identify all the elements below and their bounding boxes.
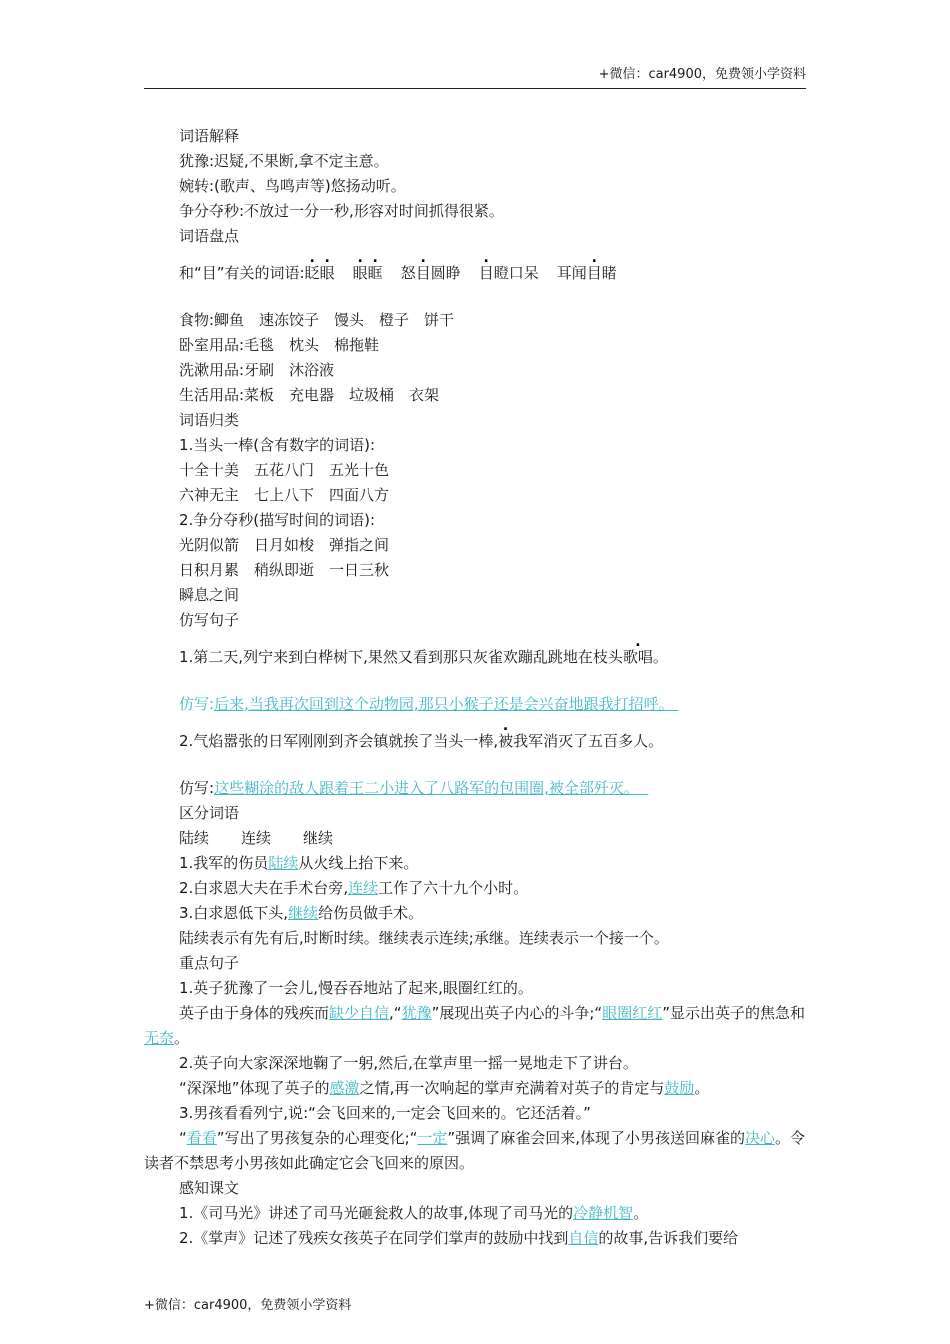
sentence-1 [144,633,806,682]
imitation-label: 仿写: [179,779,215,797]
life-words: 生活用品:菜板 充电器 垃圾桶 衣架 [179,386,440,404]
header-text: +微信：car4900，免费领小学资料 [598,67,806,82]
analysis-text: 之情,再一次响起的掌声充满着对英子的肯定与 [359,1079,665,1097]
qufen-q3-pre: 3.白求恩低下头, [179,904,289,922]
section-title-zhongdian: 重点句子 [179,954,240,972]
analysis-text: ,“ [389,1004,402,1022]
eye-word: 眼眶 [352,264,383,282]
analysis-text: 。 [694,1079,710,1097]
key-sentence-1: 1.英子犹豫了一会儿,慢吞吞地站了起来,眼圈红红的。 [179,979,533,997]
analysis-answer: 感激 [329,1079,360,1097]
analysis-answer: 犹豫 [401,1004,432,1022]
qufen-q2 [144,876,806,901]
analysis-text: “深深地”体现了英子的 [179,1079,330,1097]
qufen-word: 连续 [241,829,272,847]
analysis-answer: 眼圈红红 [602,1004,663,1022]
food-words: 食物:鲫鱼 速冻饺子 馒头 橙子 饼干 [179,311,455,329]
key-sentence-2: 2.英子向大家深深地鞠了一躬,然后,在掌声里一摇一晃地走下了讲台。 [179,1054,638,1072]
section-title-fangxie: 仿写句子 [179,611,240,629]
qufen-words [144,826,806,851]
analysis-text: ”强调了麻雀会回来,体现了小男孩送回麻雀的 [447,1129,745,1147]
eye-word: 目瞪口呆 [478,264,539,282]
bedroom-words: 卧室用品:毛毯 枕头 棉拖鞋 [179,336,380,354]
imitation-2 [144,776,806,801]
ganzhi-p2 [144,1226,806,1251]
section-title-qufen: 区分词语 [179,804,240,822]
section-title-ciyu-pandian: 词语盘点 [179,227,240,245]
key-analysis-2 [144,1076,806,1101]
analysis-answer: 决心 [744,1129,775,1147]
group2-line2: 日积月累 稍纵即逝 一日三秋 [179,561,390,579]
eye-words-prefix: 和“目”有关的词语: [179,264,305,282]
group1-line1: 十全十美 五花八门 五光十色 [179,461,390,479]
qufen-q2-post: 工作了六十九个小时。 [378,879,529,897]
ganzhi-p1 [144,1201,806,1226]
wash-words: 洗漱用品:牙刷 沐浴液 [179,361,335,379]
sentence-1-dotted-word: 歌唱 [622,648,653,666]
sentence-2-dotted-word: 被 [498,732,514,750]
qufen-q2-pre: 2.白求恩大夫在手术台旁, [179,879,349,897]
ganzhi-p2-answer: 自信 [568,1229,599,1247]
ganzhi-p1-answer: 冷静机智 [573,1204,634,1222]
analysis-text: 。 [174,1029,190,1047]
ganzhi-p2-text: 2.《掌声》记述了残疾女孩英子在同学们掌声的鼓励中找到 [179,1229,569,1247]
qufen-explanation: 陆续表示有先有后,时断时续。继续表示连续;承继。连续表示一个接一个。 [179,929,669,947]
key-analysis-1 [144,1001,806,1051]
imitation-1-answer: 后来,当我再次回到这个动物园,那只小猴子还是会兴奋地跟我打招呼。 [214,695,674,713]
qufen-q3 [144,901,806,926]
analysis-text: ”显示出英子的焦急和 [662,1004,805,1022]
group1-line2: 六神无主 七上八下 四面八方 [179,486,390,504]
analysis-answer: 无奈 [144,1029,175,1047]
analysis-text: ”展现出英子内心的斗争;“ [431,1004,603,1022]
page-header [144,66,806,89]
qufen-word: 陆续 [179,829,210,847]
analysis-answer: 鼓励 [664,1079,695,1097]
section-title-ciyu-guilei: 词语归类 [179,411,240,429]
ganzhi-p1-text: 1.《司马光》讲述了司马光砸瓮救人的故事,体现了司马光的 [179,1204,574,1222]
qufen-q1-pre: 1.我军的伤员 [179,854,269,872]
analysis-text: 英子由于身体的残疾而 [179,1004,330,1022]
section-title-ganzhi: 感知课文 [179,1179,240,1197]
definition-zhengfen: 争分夺秒:不放过一分一秒,形容对时间抓得很紧。 [179,202,504,220]
qufen-q1-post: 从火线上抬下来。 [298,854,419,872]
analysis-text: “ [179,1129,187,1147]
ganzhi-p1-end: 。 [633,1204,649,1222]
sentence-1-text: 1.第二天,列宁来到白桦树下,果然又看到那只灰雀欢蹦乱跳地在枝头 [179,648,623,666]
ganzhi-p2-end: 的故事,告诉我们要给 [598,1229,739,1247]
group2-line1: 光阴似箭 日月如梭 弹指之间 [179,536,390,554]
page-footer [144,1294,351,1313]
group1-title: 1.当头一棒(含有数字的词语): [179,436,376,454]
key-sentence-3: 3.男孩看看列宁,说:“会飞回来的,一定会飞回来的。它还活着。” [179,1104,591,1122]
sentence-2 [144,717,806,766]
eye-words-line [144,249,806,298]
document-body [144,124,806,1251]
imitation-1 [144,692,806,717]
qufen-q1-answer: 陆续 [268,854,299,872]
qufen-q3-post: 给伤员做手术。 [318,904,424,922]
qufen-q3-answer: 继续 [288,904,319,922]
group2-title: 2.争分夺秒(描写时间的词语): [179,511,376,529]
sentence-1-end: 。 [652,648,668,666]
key-analysis-3 [144,1126,806,1176]
sentence-2-text: 2.气焰嚣张的日军刚刚到齐会镇就挨了当头一棒, [179,732,499,750]
analysis-text: ”写出了男孩复杂的心理变化;“ [216,1129,418,1147]
qufen-word: 继续 [303,829,334,847]
analysis-answer: 一定 [417,1129,448,1147]
analysis-text: 。令读者不禁思考小男孩如此确定它会飞回来的原因。 [144,1129,805,1172]
section-title-ciyu-jieshi: 词语解释 [179,127,240,145]
analysis-answer: 缺少自信 [329,1004,390,1022]
sentence-2-end: 我军消灭了五百多人。 [513,732,664,750]
imitation-label: 仿写: [179,695,215,713]
qufen-q2-answer: 连续 [348,879,379,897]
imitation-2-answer: 这些糊涂的敌人跟着王二小进入了八路军的包围圈,被全部歼灭。 [214,779,639,797]
group2-line3: 瞬息之间 [179,586,240,604]
analysis-answer: 看看 [186,1129,217,1147]
footer-text: +微信：car4900，免费领小学资料 [144,1298,352,1313]
definition-youyu: 犹豫:迟疑,不果断,拿不定主意。 [179,152,389,170]
eye-word: 眨眼 [304,264,335,282]
definition-wanzhuan: 婉转:(歌声、鸟鸣声等)悠扬动听。 [179,177,406,195]
eye-word: 怒目圆睁 [400,264,461,282]
eye-word: 耳闻目睹 [556,264,617,282]
qufen-q1 [144,851,806,876]
